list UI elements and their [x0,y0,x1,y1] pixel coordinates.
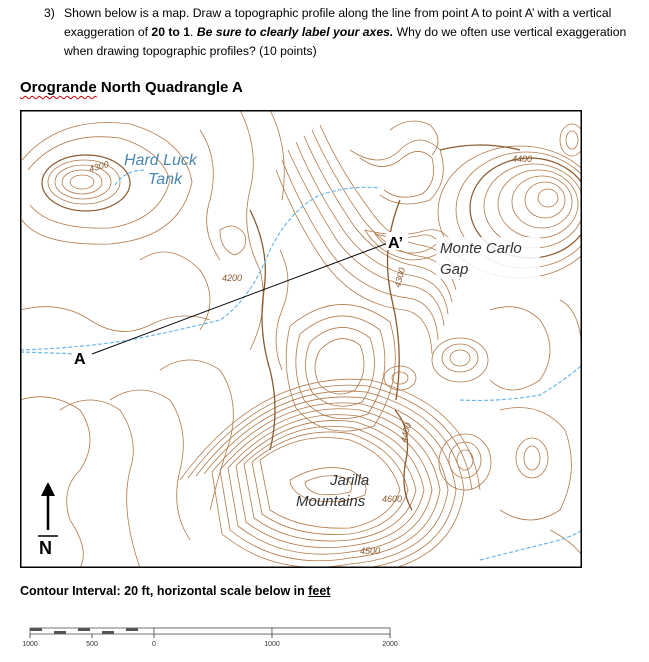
scale-label-500: 500 [86,641,98,648]
label-hard-luck: Hard Luck [124,152,197,169]
label-gap: Gap [440,261,469,278]
label-tank: Tank [148,171,183,188]
question-part1: Shown below is a map. Draw a topographic profile along the line from point A to point A’ with a vertical exaggeration of [64,6,612,39]
question-body [64,4,634,61]
contour-label-4400-mid: 4400 [398,421,414,444]
caption-prefix: Contour Interval: 20 ft, horizontal scale below in [20,584,309,598]
contour-label-4400-ne: 4400 [512,154,533,164]
question-text [44,4,634,61]
scale-label-0: 0 [152,641,156,648]
contour-label-4600: 4600 [382,494,403,504]
question-ratio: 20 to 1 [151,25,191,39]
label-mountains: Mountains [296,493,366,510]
heading-rest: North Quadrangle A [96,79,243,96]
contour-label-4200: 4200 [222,273,243,283]
map-caption [20,584,330,598]
contour-label-4500: 4500 [360,546,381,556]
point-a-label: A [74,351,86,368]
question-number: 3) [44,6,55,20]
scale-label-1000: 1000 [264,641,280,648]
point-a-prime-label: A’ [388,235,404,252]
question-part2: . [190,25,197,39]
topographic-map [20,110,582,568]
heading-underlined: Orogrande [20,79,97,96]
contour-label-4300-mid: 4300 [392,266,408,289]
label-monte-carlo: Monte Carlo [440,240,522,257]
scale-bar [20,622,410,662]
question-part3: Why do we often use vertical exaggeration when drawing topographic profiles? (10 points) [64,25,627,58]
scale-label-2000: 2000 [382,641,398,648]
question-emphasis: Be sure to clearly label your axes. [196,25,394,39]
map-heading [20,79,243,96]
caption-unit: feet [308,584,331,598]
contour-label-4300-nw: 4300 [87,159,110,174]
label-jarilla: Jarilla [330,472,370,489]
scale-label-1000-left: 1000 [22,641,38,648]
north-label: N [39,538,52,558]
